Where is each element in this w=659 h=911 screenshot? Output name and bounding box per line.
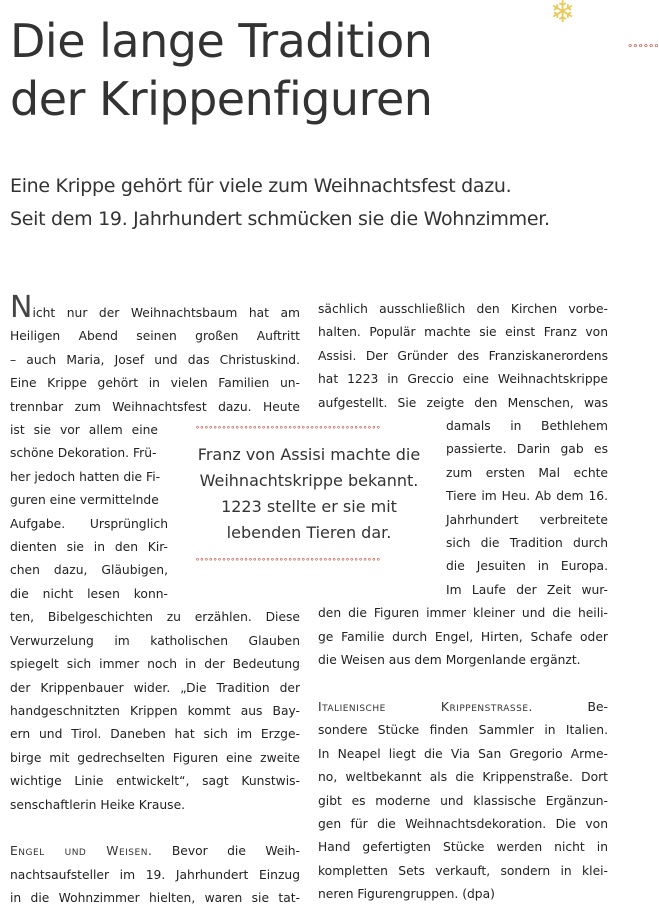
body-line: die nicht lesen konn- [10,586,168,601]
body-line: handgeschnitzten Krippen kommt aus Bay- [10,703,300,718]
body-line: spiegelt sich immer noch in der Bedeutung [10,657,300,672]
body-line: – auch Maria, Josef und das Christuskind. [10,352,300,367]
body-line: chen dazu, Gläubigen, [10,563,168,578]
body-line: nachtsaufsteller im 19. Jahrhundert Einzug [10,867,300,882]
pull-quote-border-bottom: ∘∘∘∘∘∘∘∘∘∘∘∘∘∘∘∘∘∘∘∘∘∘∘∘∘∘∘∘∘∘∘∘∘∘∘∘∘∘∘∘∘∘ [195,555,381,564]
body-line: sich die Tradition durch [446,536,608,551]
body-line: halten. Populär machte sie einst Franz von [318,325,608,340]
body-line: gen für die Weihnachtsdekoration. Die von [318,816,608,831]
body-line: der Krippenbauer wider. „Die Tradition der [10,680,300,695]
pull-quote-line-1: Franz von Assisi machte die [197,445,421,464]
body-line: Italienische Krippenstrasse. Be- [318,699,608,714]
body-line: sondere Stücke finden Sammler in Italien. [318,723,608,738]
body-line: aufgestellt. Sie zeigte den Menschen, was [318,395,608,410]
body-line: dienten sie in den Kir- [10,540,168,555]
body-line: zum ersten Mal echte [446,465,608,480]
body-line: den die Figuren immer kleiner und die heili- [318,606,608,621]
body-line: Assisi. Der Gründer des Franziskanerordens [318,348,608,363]
pull-quote-line-4: lebenden Tieren dar. [226,523,392,542]
subtitle-line-2: Seit dem 19. Jahrhundert schmücken sie die Wohnzimmer. [10,208,550,230]
body-line: neren Figurengruppen. (dpa) [318,887,495,902]
body-line: die Weisen aus dem Morgenlande ergänzt. [318,653,581,668]
body-line: kompletten Sets verkauft, sondern in klei- [318,863,608,878]
section-heading: Engel und Weisen. [10,844,153,859]
body-line: Aufgabe. Ursprünglich [10,516,168,531]
subtitle-line-1: Eine Krippe gehört für viele zum Weihnachtsfest dazu. [10,175,512,197]
body-line: passierte. Darin gab es [446,442,608,457]
body-line: her jedoch hatten die Fi- [10,469,161,484]
body-line: guren eine vermittelnde [10,493,159,508]
article-subtitle [10,170,650,236]
body-line: ist sie vor allem eine [10,423,158,438]
body-line: trennbar zum Weihnachtsfest dazu. Heute [10,399,300,414]
pull-quote-text [195,432,423,556]
body-line: in die Wohnzimmer hielten, waren sie tat- [10,891,300,906]
body-line: Engel und Weisen. Bevor die Weih- [10,844,300,859]
section-heading: Italienische Krippenstrasse. [318,699,533,714]
body-line: ten, Bibelgeschichten zu erzählen. Diese [10,610,300,625]
body-line: schöne Dekoration. Frü- [10,446,157,461]
body-line: Eine Krippe gehört in vielen Familien un- [10,376,300,391]
article-column-1 [10,290,300,911]
body-line: wichtige Linie entwickelt“, sagt Kunstwis- [10,774,300,789]
pull-quote-border-top: ∘∘∘∘∘∘∘∘∘∘∘∘∘∘∘∘∘∘∘∘∘∘∘∘∘∘∘∘∘∘∘∘∘∘∘∘∘∘∘∘∘∘ [195,423,381,432]
pull-quote [195,424,423,564]
body-line: damals in Bethlehem [446,419,608,434]
decorative-dots: ∘∘∘∘∘∘ [627,41,659,52]
body-line: Tiere im Heu. Ab dem 16. [446,489,608,504]
body-line: Hand gefertigten Stücke werden nicht in [318,840,608,855]
body-line: die Jesuiten in Europa. [446,559,608,574]
title-line-1: Die lange Tradition [10,14,433,68]
drop-cap: N [10,290,33,325]
body-line: Heiligen Abend seinen großen Auftritt [10,329,300,344]
article-column-2 [318,298,608,907]
body-line: ern und Tirol. Daneben hat sich im Erzge- [10,727,300,742]
body-line: In Neapel liegt die Via San Gregorio Arme- [318,746,608,761]
body-line: gibt es moderne und klassische Ergänzun- [318,793,608,808]
body-line: no, weltbekannt als die Krippenstraße. Dort [318,770,608,785]
snowflake-icon: ❄ [550,0,576,29]
body-line: Im Laufe der Zeit wur- [446,582,608,597]
body-line: hat 1223 in Greccio eine Weihnachtskrippe [318,372,608,387]
pull-quote-line-3: 1223 stellte er sie mit [221,497,397,516]
pull-quote-line-2: Weihnachtskrippe bekannt. [199,471,419,490]
article-title [10,12,530,128]
body-line: senschaftlerin Heike Krause. [10,797,186,812]
body-line: Jahrhundert verbreitete [446,512,608,527]
body-line: birge mit gedrechselten Figuren eine zweite [10,750,300,765]
body-line: sächlich ausschließlich den Kirchen vorbe- [318,302,608,316]
title-line-2: der Krippenfiguren [10,72,433,126]
body-line: ge Familie durch Engel, Hirten, Schafe oder [318,629,608,644]
body-line: Nicht nur der Weihnachtsbaum hat am [10,290,300,325]
body-line: Verwurzelung im katholischen Glauben [10,633,300,648]
